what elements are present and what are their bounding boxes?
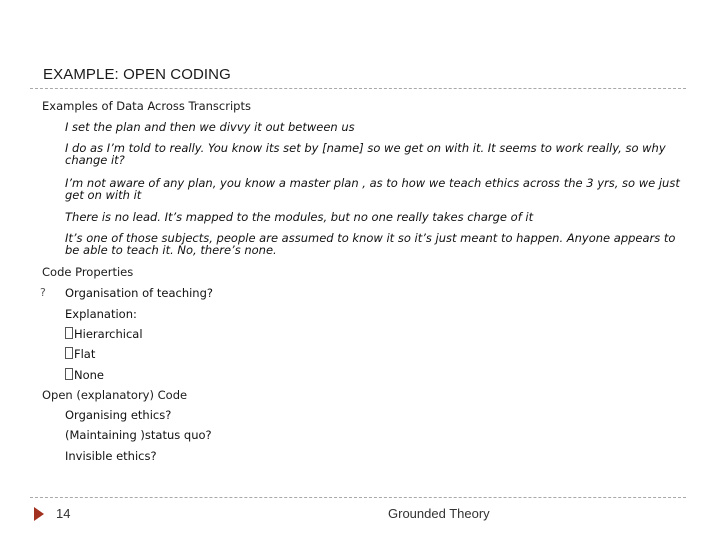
code-properties-heading: Code Properties <box>42 265 134 279</box>
open-code-item <box>40 450 690 462</box>
code-property-item <box>40 308 690 320</box>
transcript-text: It’s one of those subjects, people are assumed to know it so it’s just meant to happen. Anyone appears to be able to teach it. No, there’s none. <box>65 231 676 257</box>
missing-glyph-icon <box>65 368 73 380</box>
top-divider <box>30 88 686 89</box>
code-property-item <box>40 327 690 340</box>
transcript-text: I do as I’m told to really. You know its set by [name] so we get on with it. It seems to work really, so why change it? <box>65 141 666 167</box>
bottom-divider <box>30 497 686 498</box>
transcripts-heading: Examples of Data Across Transcripts <box>42 99 251 113</box>
code-property-text: Flat <box>74 347 96 361</box>
footer-label: Grounded Theory <box>388 506 490 521</box>
transcript-text: I set the plan and then we divvy it out between us <box>65 120 355 134</box>
missing-glyph-icon <box>65 347 73 359</box>
open-code-text: Organising ethics? <box>65 408 172 422</box>
page-number: 14 <box>56 506 71 521</box>
code-property-item <box>40 368 690 381</box>
open-code-item <box>40 429 690 441</box>
code-property-text: Hierarchical <box>74 327 143 341</box>
transcript-text: There is no lead. It’s mapped to the modules, but no one really takes charge of it <box>65 210 534 224</box>
triangle-arrow-icon <box>34 507 44 521</box>
open-code-item <box>40 409 690 421</box>
code-property-text: Organisation of teaching? <box>65 286 214 300</box>
open-code-heading: Open (explanatory) Code <box>42 388 188 402</box>
transcript-text: I’m not aware of any plan, you know a master plan , as to how we teach ethics across the 3 yrs, so we just get on with it <box>65 176 680 202</box>
code-property-item <box>40 287 690 299</box>
missing-glyph-icon <box>65 327 73 339</box>
question-bullet-icon: ? <box>40 286 46 299</box>
code-property-text: Explanation: <box>65 307 137 321</box>
transcript-item <box>40 142 690 166</box>
transcript-item <box>40 121 690 133</box>
transcript-item <box>40 232 690 256</box>
open-code-text: (Maintaining )status quo? <box>65 428 212 442</box>
open-code-text: Invisible ethics? <box>65 449 157 463</box>
slide-title: EXAMPLE: OPEN CODING <box>43 66 231 83</box>
code-property-text: None <box>74 368 105 382</box>
transcript-item <box>40 211 690 223</box>
code-property-item <box>40 347 690 360</box>
transcript-item <box>40 177 690 201</box>
